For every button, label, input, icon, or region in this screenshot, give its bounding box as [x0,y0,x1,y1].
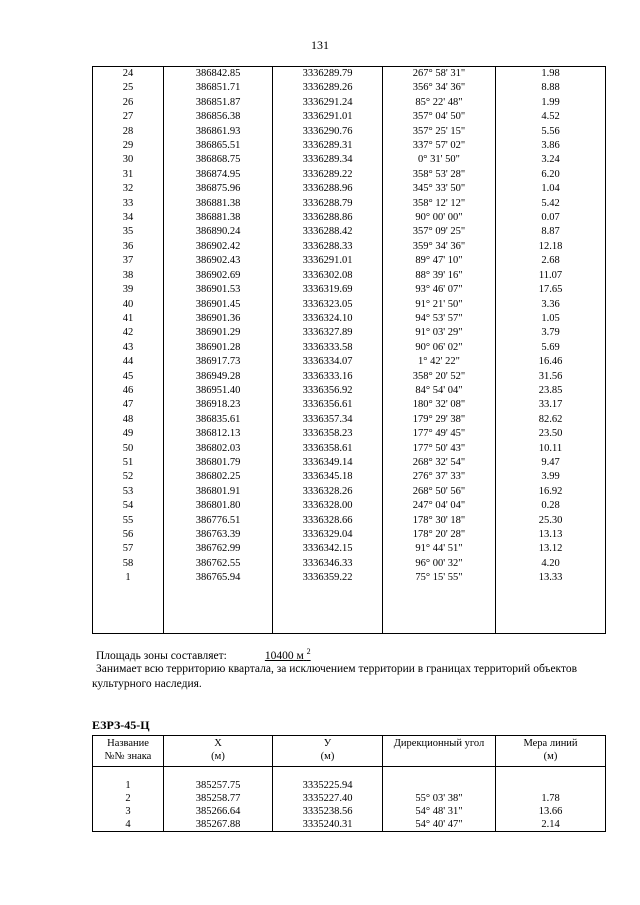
table-row [93,456,606,470]
x-coordinate-cell: 385267.88 [164,818,273,832]
line-length-cell: 10.11 [496,442,606,456]
x-coordinate-cell: 386842.85 [164,67,273,82]
direction-angle-cell: 91° 03' 29" [383,326,496,340]
point-number-cell: 31 [93,168,164,182]
point-number-cell: 58 [93,557,164,571]
point-number-cell: 1 [93,571,164,585]
x-coordinate-cell: 386901.28 [164,341,273,355]
direction-angle-cell: 357° 09' 25" [383,225,496,239]
line-length-cell: 1.78 [496,792,606,805]
table-row [93,139,606,153]
table-row [93,514,606,528]
point-number-cell: 47 [93,398,164,412]
spacer-cell [273,586,383,634]
direction-angle-cell: 358° 53' 28" [383,168,496,182]
point-number-cell: 48 [93,413,164,427]
table-row [93,254,606,268]
table-row [93,779,606,792]
point-number-cell: 56 [93,528,164,542]
table-row [93,341,606,355]
line-length-cell: 3.86 [496,139,606,153]
direction-angle-cell: 358° 12' 12" [383,197,496,211]
direction-angle-cell: 359° 34' 36" [383,240,496,254]
point-number-cell: 27 [93,110,164,124]
line-length-cell: 82.62 [496,413,606,427]
table-row [93,67,606,82]
header-line-length: Мера линий (м) [496,736,606,767]
line-length-cell: 11.07 [496,269,606,283]
spacer-cell [383,586,496,634]
x-coordinate-cell: 386763.39 [164,528,273,542]
x-coordinate-cell: 386851.87 [164,96,273,110]
point-number-cell: 36 [93,240,164,254]
x-coordinate-cell: 385266.64 [164,805,273,818]
x-coordinate-cell: 386918.23 [164,398,273,412]
y-coordinate-cell: 3336288.86 [273,211,383,225]
y-coordinate-cell: 3336358.23 [273,427,383,441]
table-row [93,413,606,427]
y-coordinate-cell: 3336356.61 [273,398,383,412]
spacer-cell [496,767,606,780]
x-coordinate-cell: 386861.93 [164,125,273,139]
zone-area [96,647,311,662]
y-coordinate-cell: 3336357.34 [273,413,383,427]
line-length-cell: 4.52 [496,110,606,124]
y-coordinate-cell: 3335227.40 [273,792,383,805]
line-length-cell: 13.13 [496,528,606,542]
y-coordinate-cell: 3336289.31 [273,139,383,153]
point-number-cell: 34 [93,211,164,225]
x-coordinate-cell: 386802.03 [164,442,273,456]
direction-angle-cell: 75° 15' 55" [383,571,496,585]
line-length-cell: 16.92 [496,485,606,499]
point-number-cell: 1 [93,779,164,792]
y-coordinate-cell: 3336302.08 [273,269,383,283]
line-length-cell: 17.65 [496,283,606,297]
direction-angle-cell: 178° 20' 28" [383,528,496,542]
line-length-cell: 23.50 [496,427,606,441]
direction-angle-cell: 247° 04' 04" [383,499,496,513]
y-coordinate-cell: 3336289.26 [273,81,383,95]
y-coordinate-cell: 3336328.26 [273,485,383,499]
y-coordinate-cell: 3336328.66 [273,514,383,528]
direction-angle-cell: 180° 32' 08" [383,398,496,412]
spacer-cell [273,767,383,780]
table-row [93,225,606,239]
line-length-cell: 5.56 [496,125,606,139]
spacer-cell [383,767,496,780]
y-coordinate-cell: 3336328.00 [273,499,383,513]
direction-angle-cell: 89° 47' 10" [383,254,496,268]
table-row [93,499,606,513]
line-length-cell: 6.20 [496,168,606,182]
zone-area-label: Площадь зоны составляет: [96,649,227,662]
x-coordinate-cell: 386881.38 [164,211,273,225]
point-number-cell: 45 [93,370,164,384]
line-length-cell: 8.87 [496,225,606,239]
x-coordinate-cell: 386901.53 [164,283,273,297]
y-coordinate-cell: 3335240.31 [273,818,383,832]
x-coordinate-cell: 386801.80 [164,499,273,513]
y-coordinate-cell: 3336358.61 [273,442,383,456]
x-coordinate-cell: 386901.29 [164,326,273,340]
x-coordinate-cell: 386776.51 [164,514,273,528]
line-length-cell: 5.69 [496,341,606,355]
y-coordinate-cell: 3336289.22 [273,168,383,182]
point-number-cell: 44 [93,355,164,369]
direction-angle-cell: 177° 50' 43" [383,442,496,456]
zone-area-value: 10400 м $^2$ [264,647,311,662]
line-length-cell: 3.79 [496,326,606,340]
point-number-cell: 30 [93,153,164,167]
point-number-cell: 29 [93,139,164,153]
line-length-cell: 3.24 [496,153,606,167]
x-coordinate-cell: 385258.77 [164,792,273,805]
direction-angle-cell: 179° 29' 38" [383,413,496,427]
y-coordinate-cell: 3336356.92 [273,384,383,398]
line-length-cell: 33.17 [496,398,606,412]
y-coordinate-cell: 3336288.42 [273,225,383,239]
y-coordinate-cell: 3336289.79 [273,67,383,82]
x-coordinate-cell: 386762.99 [164,542,273,556]
direction-angle-cell: 177° 49' 45" [383,427,496,441]
direction-angle-cell: 0° 31' 50" [383,153,496,167]
x-coordinate-cell: 386875.96 [164,182,273,196]
point-number-cell: 43 [93,341,164,355]
line-length-cell: 16.46 [496,355,606,369]
spacer-row [93,586,606,634]
table-row [93,557,606,571]
table-row [93,355,606,369]
point-number-cell: 49 [93,427,164,441]
y-coordinate-cell: 3336291.01 [273,254,383,268]
y-coordinate-cell: 3336290.76 [273,125,383,139]
line-length-cell: 1.98 [496,67,606,82]
point-number-cell: 51 [93,456,164,470]
direction-angle-cell: 93° 46' 07" [383,283,496,297]
y-coordinate-cell: 3336342.15 [273,542,383,556]
point-number-cell: 25 [93,81,164,95]
table-row [93,125,606,139]
line-length-cell: 13.33 [496,571,606,585]
table-row [93,96,606,110]
spacer-cell [496,586,606,634]
table-row [93,298,606,312]
x-coordinate-cell: 386951.40 [164,384,273,398]
boundary-points-table [92,66,606,634]
direction-angle-cell: 90° 00' 00" [383,211,496,225]
y-coordinate-cell: 3336323.05 [273,298,383,312]
x-coordinate-cell: 386835.61 [164,413,273,427]
point-number-cell: 33 [93,197,164,211]
point-number-cell: 38 [93,269,164,283]
x-coordinate-cell: 386901.45 [164,298,273,312]
header-x: X (м) [164,736,273,767]
x-coordinate-cell: 386902.42 [164,240,273,254]
point-number-cell: 4 [93,818,164,832]
line-length-cell: 31.56 [496,370,606,384]
point-number-cell: 26 [93,96,164,110]
direction-angle-cell: 337° 57' 02" [383,139,496,153]
direction-angle-cell: 94° 53' 57" [383,312,496,326]
table-row [93,542,606,556]
x-coordinate-cell: 386917.73 [164,355,273,369]
header-y: У (м) [273,736,383,767]
table-row [93,312,606,326]
x-coordinate-cell: 386856.38 [164,110,273,124]
y-coordinate-cell: 3336329.04 [273,528,383,542]
direction-angle-cell: 357° 25' 15" [383,125,496,139]
y-coordinate-cell: 3336291.24 [273,96,383,110]
y-coordinate-cell: 3336333.16 [273,370,383,384]
point-number-cell: 57 [93,542,164,556]
y-coordinate-cell: 3336324.10 [273,312,383,326]
y-coordinate-cell: 3336288.79 [273,197,383,211]
direction-angle-cell: 91° 21' 50" [383,298,496,312]
zone-points-table [92,735,606,832]
y-coordinate-cell: 3336334.07 [273,355,383,369]
point-number-cell: 24 [93,67,164,82]
point-number-cell: 54 [93,499,164,513]
table-row [93,528,606,542]
y-coordinate-cell: 3336333.58 [273,341,383,355]
line-length-cell: 0.07 [496,211,606,225]
direction-angle-cell: 54° 48' 31" [383,805,496,818]
spacer-cell [93,767,164,780]
spacer-cell [93,586,164,634]
point-number-cell: 40 [93,298,164,312]
x-coordinate-cell: 385257.75 [164,779,273,792]
line-length-cell: 5.42 [496,197,606,211]
table-row [93,470,606,484]
x-coordinate-cell: 386890.24 [164,225,273,239]
point-number-cell: 42 [93,326,164,340]
line-length-cell: 3.36 [496,298,606,312]
direction-angle-cell: 358° 20' 52" [383,370,496,384]
y-coordinate-cell: 3336359.22 [273,571,383,585]
x-coordinate-cell: 386762.55 [164,557,273,571]
point-number-cell: 55 [93,514,164,528]
table-row [93,283,606,297]
direction-angle-cell: 91° 44' 51" [383,542,496,556]
point-number-cell: 41 [93,312,164,326]
x-coordinate-cell: 386802.25 [164,470,273,484]
point-number-cell: 2 [93,792,164,805]
line-length-cell: 8.88 [496,81,606,95]
line-length-cell: 1.99 [496,96,606,110]
direction-angle-cell: 84° 54' 04" [383,384,496,398]
point-number-cell: 3 [93,805,164,818]
line-length-cell: 13.12 [496,542,606,556]
line-length-cell: 1.05 [496,312,606,326]
direction-angle-cell: 345° 33' 50" [383,182,496,196]
direction-angle-cell: 356° 34' 36" [383,81,496,95]
spacer-cell [164,586,273,634]
point-number-cell: 37 [93,254,164,268]
y-coordinate-cell: 3335225.94 [273,779,383,792]
x-coordinate-cell: 386865.51 [164,139,273,153]
spacer-cell [164,767,273,780]
table-row [93,398,606,412]
y-coordinate-cell: 3336288.96 [273,182,383,196]
line-length-cell: 2.14 [496,818,606,832]
point-number-cell: 35 [93,225,164,239]
table-row [93,168,606,182]
direction-angle-cell: 54° 40' 47" [383,818,496,832]
line-length-cell: 23.85 [496,384,606,398]
table-row [93,370,606,384]
direction-angle-cell: 268° 50' 56" [383,485,496,499]
x-coordinate-cell: 386765.94 [164,571,273,585]
x-coordinate-cell: 386902.43 [164,254,273,268]
x-coordinate-cell: 386868.75 [164,153,273,167]
spacer-row [93,767,606,780]
line-length-cell: 25.30 [496,514,606,528]
direction-angle-cell: 88° 39' 16" [383,269,496,283]
table-row [93,153,606,167]
line-length-cell: 1.04 [496,182,606,196]
table-row [93,384,606,398]
x-coordinate-cell: 386801.91 [164,485,273,499]
point-number-cell: 53 [93,485,164,499]
table-row [93,81,606,95]
table-row [93,818,606,832]
direction-angle-cell: 178° 30' 18" [383,514,496,528]
y-coordinate-cell: 3336349.14 [273,456,383,470]
line-length-cell: 2.68 [496,254,606,268]
line-length-cell: 12.18 [496,240,606,254]
direction-angle-cell: 1° 42' 22" [383,355,496,369]
point-number-cell: 28 [93,125,164,139]
x-coordinate-cell: 386801.79 [164,456,273,470]
direction-angle-cell: 55° 03' 38" [383,792,496,805]
direction-angle-cell: 85° 22' 48" [383,96,496,110]
table-row [93,427,606,441]
table-row [93,211,606,225]
line-length-cell: 13.66 [496,805,606,818]
table-row [93,792,606,805]
x-coordinate-cell: 386949.28 [164,370,273,384]
direction-angle-cell: 90° 06' 02" [383,341,496,355]
line-length-cell: 9.47 [496,456,606,470]
point-number-cell: 32 [93,182,164,196]
header-point-name: Название №№ знака [93,736,164,767]
point-number-cell: 52 [93,470,164,484]
table-row [93,571,606,585]
y-coordinate-cell: 3335238.56 [273,805,383,818]
zone-title: ЕЗРЗ-45-Ц [92,718,150,732]
table-row [93,269,606,283]
direction-angle-cell [383,779,496,792]
header-direction-angle: Дирекционный угол [383,736,496,767]
direction-angle-cell: 96° 00' 32" [383,557,496,571]
table-row [93,182,606,196]
y-coordinate-cell: 3336291.01 [273,110,383,124]
direction-angle-cell: 357° 04' 50" [383,110,496,124]
line-length-cell [496,779,606,792]
x-coordinate-cell: 386851.71 [164,81,273,95]
y-coordinate-cell: 3336319.69 [273,283,383,297]
table-row [93,485,606,499]
table-row [93,442,606,456]
x-coordinate-cell: 386881.38 [164,197,273,211]
point-number-cell: 50 [93,442,164,456]
x-coordinate-cell: 386812.13 [164,427,273,441]
zone-description: Занимает всю территорию квартала, за исключением территории в границах территорий объектов культурного наследия. [92,663,578,690]
table-row [93,805,606,818]
x-coordinate-cell: 386902.69 [164,269,273,283]
y-coordinate-cell: 3336288.33 [273,240,383,254]
line-length-cell: 4.20 [496,557,606,571]
direction-angle-cell: 267° 58' 31" [383,67,496,82]
direction-angle-cell: 276° 37' 33" [383,470,496,484]
x-coordinate-cell: 386901.36 [164,312,273,326]
x-coordinate-cell: 386874.95 [164,168,273,182]
table-row [93,110,606,124]
point-number-cell: 46 [93,384,164,398]
direction-angle-cell: 268° 32' 54" [383,456,496,470]
y-coordinate-cell: 3336327.89 [273,326,383,340]
point-number-cell: 39 [93,283,164,297]
table-row [93,197,606,211]
y-coordinate-cell: 3336346.33 [273,557,383,571]
y-coordinate-cell: 3336345.18 [273,470,383,484]
line-length-cell: 0.28 [496,499,606,513]
table-header-row [93,736,606,767]
y-coordinate-cell: 3336289.34 [273,153,383,167]
line-length-cell: 3.99 [496,470,606,484]
table-row [93,240,606,254]
page-number: 131 [311,38,329,52]
table-row [93,326,606,340]
